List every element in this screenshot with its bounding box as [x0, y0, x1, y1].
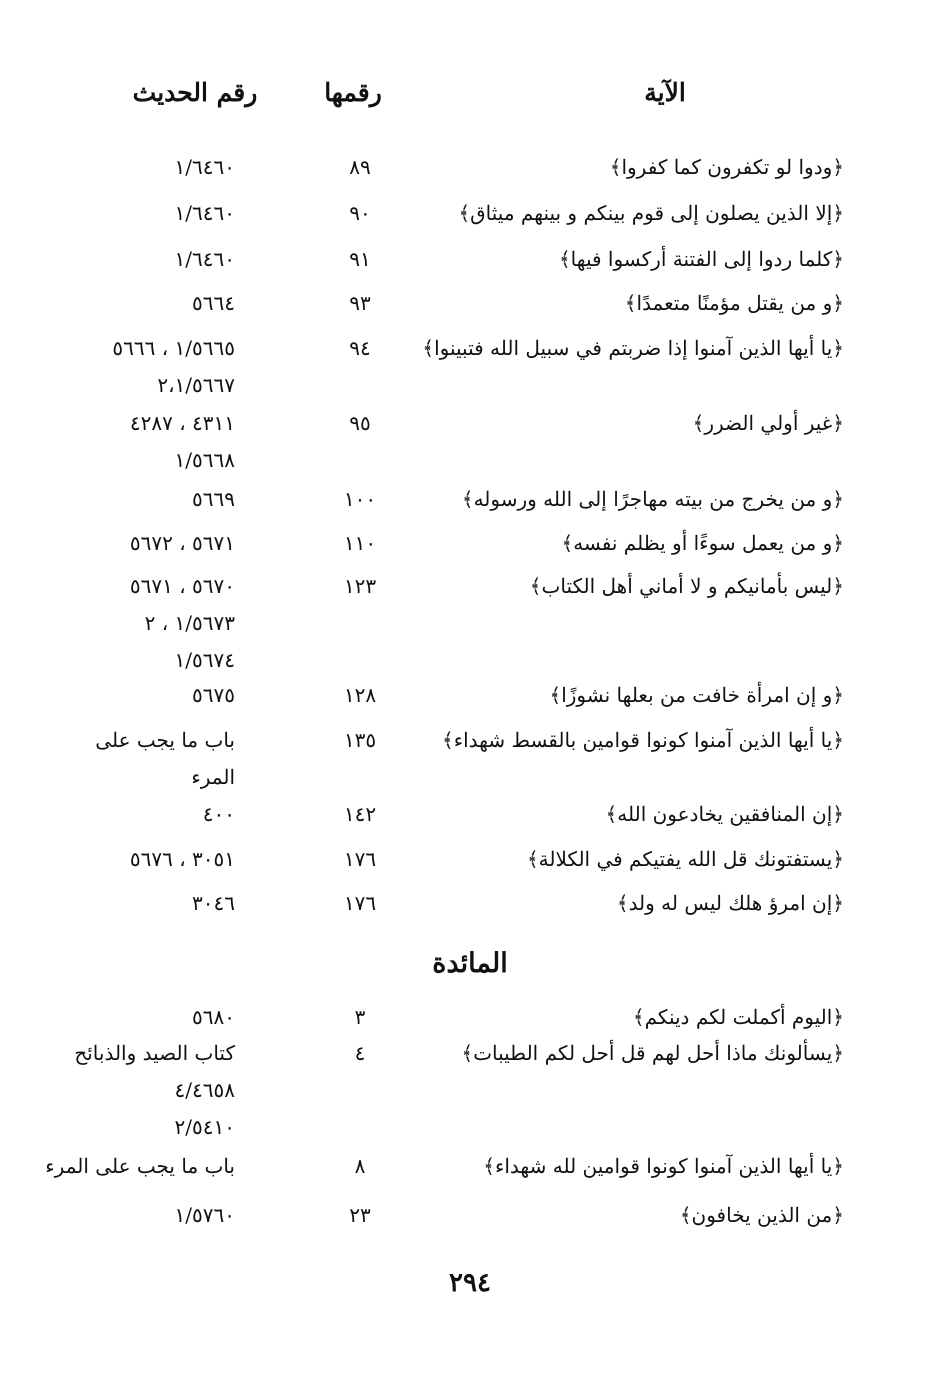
- verse-number: ٩٠: [349, 201, 371, 225]
- header-verse: الآية: [644, 78, 686, 107]
- hadith-reference-line: باب ما يجب على: [95, 728, 235, 752]
- verse-number: ٩٥: [349, 411, 371, 435]
- verse-text: ﴿إن امرؤ هلك ليس له ولد﴾: [616, 891, 844, 915]
- hadith-references: [35, 336, 235, 410]
- hadith-references: [35, 1041, 235, 1152]
- hadith-references: [35, 247, 235, 284]
- hadith-reference-line: ٢،١/٥٦٦٧: [157, 373, 235, 397]
- hadith-references: [35, 201, 235, 238]
- verse-number: ١٧٦: [343, 847, 377, 871]
- verse-text: ﴿يا أيها الذين آمنوا إذا ضربتم في سبيل الله فتبينوا﴾: [422, 336, 844, 360]
- verse-number: ١٤٢: [343, 802, 377, 826]
- hadith-reference-line: ٣٠٥١ ، ٥٦٧٦: [129, 847, 235, 871]
- hadith-references: [35, 487, 235, 524]
- verse-number: ١٣٥: [343, 728, 377, 752]
- hadith-reference-line: باب ما يجب على المرء: [45, 1154, 235, 1178]
- hadith-references: [35, 891, 235, 928]
- verse-text: ﴿كلما ردوا إلى الفتنة أركسوا فيها﴾: [558, 247, 844, 271]
- hadith-references: [35, 1154, 235, 1191]
- hadith-references: [35, 291, 235, 328]
- verse-number: ٨٩: [349, 155, 371, 179]
- verse-text: ﴿يا أيها الذين آمنوا كونوا قوامين بالقسط شهداء﴾: [441, 728, 844, 752]
- verse-text: ﴿يا أيها الذين آمنوا كونوا قوامين لله شهداء﴾: [483, 1154, 844, 1178]
- verse-text: ﴿و من يقتل مؤمنًا متعمدًا﴾: [624, 291, 844, 315]
- hadith-reference-line: ١/٥٧٦٠: [174, 1203, 235, 1227]
- hadith-reference-line: ٤/٤٦٥٨: [174, 1078, 235, 1102]
- verse-number: ٩٤: [349, 336, 371, 360]
- verse-number: ١٧٦: [343, 891, 377, 915]
- verse-text: ﴿و من يعمل سوءًا أو يظلم نفسه﴾: [561, 531, 844, 555]
- verse-text: ﴿يستفتونك قل الله يفتيكم في الكلالة﴾: [526, 847, 844, 871]
- hadith-references: [35, 1005, 235, 1042]
- hadith-references: [35, 847, 235, 884]
- hadith-references: [35, 574, 235, 685]
- verse-number: ٩٣: [349, 291, 371, 315]
- hadith-reference-line: ٥٦٦٩: [192, 487, 235, 511]
- verse-number: ١٢٣: [343, 574, 377, 598]
- verse-number: ١١٠: [343, 531, 377, 555]
- hadith-reference-line: ٢/٥٤١٠: [174, 1115, 235, 1139]
- verse-text: ﴿غير أولي الضرر﴾: [692, 411, 844, 435]
- hadith-reference-line: ١/٥٦٦٥ ، ٥٦٦٦: [112, 336, 235, 360]
- hadith-reference-line: ١/٦٤٦٠: [174, 247, 235, 271]
- verse-number: ٤: [354, 1041, 366, 1065]
- hadith-reference-line: ٤٠٠: [202, 802, 235, 826]
- verse-number: ٨: [354, 1154, 366, 1178]
- verse-text: ﴿و إن امرأة خافت من بعلها نشوزًا﴾: [549, 683, 844, 707]
- header-number: رقمها: [324, 78, 382, 107]
- header-hadith: رقم الحديث: [132, 78, 258, 107]
- hadith-reference-line: ٥٦٨٠: [192, 1005, 235, 1029]
- verse-text: ﴿ودوا لو تكفرون كما كفروا﴾: [609, 155, 844, 179]
- hadith-references: [35, 411, 235, 485]
- verse-text: ﴿اليوم أكملت لكم دينكم﴾: [632, 1005, 844, 1029]
- hadith-references: [35, 531, 235, 568]
- hadith-references: [35, 155, 235, 192]
- hadith-reference-line: المرء: [191, 765, 235, 789]
- verse-text: ﴿إلا الذين يصلون إلى قوم بينكم و بينهم ميثاق﴾: [458, 201, 844, 225]
- verse-text: ﴿و من يخرج من بيته مهاجرًا إلى الله ورسوله﴾: [461, 487, 844, 511]
- hadith-reference-line: ١/٦٤٦٠: [174, 155, 235, 179]
- hadith-reference-line: كتاب الصيد والذبائح: [74, 1041, 235, 1065]
- verse-number: ١٢٨: [343, 683, 377, 707]
- hadith-references: [35, 1203, 235, 1240]
- verse-text: ﴿من الذين يخافون﴾: [679, 1203, 844, 1227]
- hadith-references: [35, 683, 235, 720]
- hadith-references: [35, 802, 235, 839]
- hadith-references: [35, 728, 235, 802]
- verse-text: ﴿إن المنافقين يخادعون الله﴾: [605, 802, 844, 826]
- hadith-reference-line: ٤٣١١ ، ٤٢٨٧: [129, 411, 235, 435]
- page-number: ٢٩٤: [449, 1268, 491, 1298]
- section-title: المائدة: [432, 948, 508, 979]
- hadith-reference-line: ٥٦٧٥: [192, 683, 235, 707]
- verse-number: ٩١: [349, 247, 371, 271]
- verse-number: ٢٣: [349, 1203, 371, 1227]
- hadith-reference-line: ٥٦٦٤: [192, 291, 235, 315]
- hadith-reference-line: ١/٥٦٧٣ ، ٢: [144, 611, 235, 635]
- hadith-reference-line: ٥٦٧١ ، ٥٦٧٢: [129, 531, 235, 555]
- hadith-reference-line: ١/٥٦٧٤: [174, 648, 235, 672]
- hadith-reference-line: ٥٦٧٠ ، ٥٦٧١: [129, 574, 235, 598]
- verse-text: ﴿ليس بأمانيكم و لا أماني أهل الكتاب﴾: [529, 574, 844, 598]
- verse-text: ﴿يسألونك ماذا أحل لهم قل أحل لكم الطيبات﴾: [461, 1041, 844, 1065]
- hadith-reference-line: ١/٥٦٦٨: [174, 448, 235, 472]
- verse-number: ٣: [354, 1005, 366, 1029]
- hadith-reference-line: ٣٠٤٦: [192, 891, 235, 915]
- verse-number: ١٠٠: [343, 487, 377, 511]
- hadith-reference-line: ١/٦٤٦٠: [174, 201, 235, 225]
